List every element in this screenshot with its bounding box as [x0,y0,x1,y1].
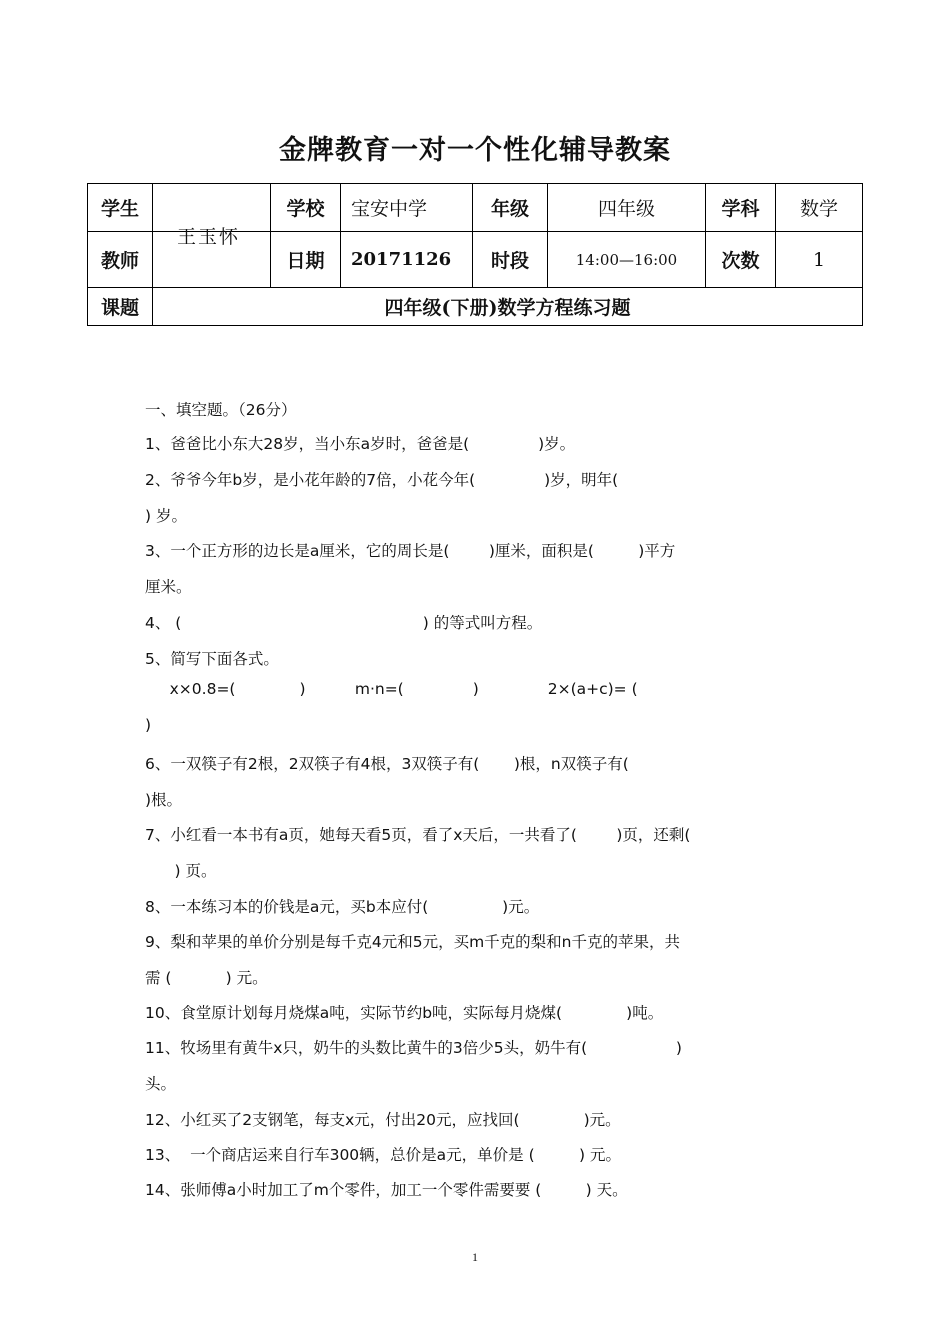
school-label: 学校 [271,184,341,232]
section-heading: 一、填空题。（26分） [145,401,297,419]
count-value: 1 [776,232,863,288]
question-line: 10、食堂原计划每月烧煤a吨，实际节约b吨，实际每月烧煤( )吨。 [145,1004,664,1022]
period-value: 14:00—16:00 [548,232,706,288]
subject-label: 学科 [706,184,776,232]
question-line: 3、一个正方形的边长是a厘米，它的周长是( )厘米，面积是( )平方 [145,542,676,560]
date-value: 20171126 [341,232,473,288]
question-line: 11、牧场里有黄牛x只，奶牛的头数比黄牛的3倍少5头，奶牛有( ) [145,1039,682,1057]
lesson-info-table [87,183,863,326]
question-line: ) [145,716,152,734]
question-line: 8、一本练习本的价钱是a元，买b本应付( )元。 [145,898,540,916]
date-label: 日期 [271,232,341,288]
question-line: 12、小红买了2支钢笔，每支x元，付出20元，应找回( )元。 [145,1111,621,1129]
question-line: x×0.8=( ) m·n=( ) 2×(a+c)= ( [145,680,638,698]
question-line: 14、张师傅a小时加工了m个零件，加工一个零件需要要 ( ) 天。 [145,1181,628,1199]
subject-value: 数学 [776,184,863,232]
question-line: 1、爸爸比小东大28岁，当小东a岁时，爸爸是( )岁。 [145,435,576,453]
question-line: ) 岁。 [145,507,187,525]
question-line: 9、梨和苹果的单价分别是每千克4元和5元，买m千克的梨和n千克的苹果，共 [145,933,681,951]
school-value: 宝安中学 [341,184,473,232]
info-row-2 [88,232,863,288]
count-label: 次数 [706,232,776,288]
page-title: 金牌教育一对一个性化辅导教案 [279,135,671,166]
question-line: 头。 [145,1075,177,1093]
page-number: 1 [472,1250,478,1264]
question-line: 13、 一个商店运来自行车300辆，总价是a元，单价是 ( ) 元。 [145,1146,621,1164]
question-line: 7、小红看一本书有a页，她每天看5页，看了x天后，一共看了( )页，还剩( [145,826,691,844]
teacher-label: 教师 [88,232,153,288]
info-row-3 [88,288,863,326]
question-line: 6、一双筷子有2根，2双筷子有4根，3双筷子有( )根，n双筷子有( [145,755,629,773]
period-label: 时段 [473,232,548,288]
teacher-cell [153,226,271,288]
grade-value: 四年级 [548,184,706,232]
grade-label: 年级 [473,184,548,232]
question-line: 5、简写下面各式。 [145,650,279,668]
topic-value: 四年级(下册)数学方程练习题 [153,288,863,326]
question-line: )根。 [145,791,183,809]
teacher-value: 王玉怀 [177,226,241,248]
question-line: ) 页。 [145,862,217,880]
question-line: 2、爷爷今年b岁，是小花年龄的7倍，小花今年( )岁，明年( [145,471,619,489]
question-line: 4、 ( ) 的等式叫方程。 [145,614,543,632]
topic-label: 课题 [88,288,153,326]
student-label: 学生 [88,184,153,232]
question-line: 厘米。 [145,578,192,596]
question-line: 需 ( ) 元。 [145,969,268,987]
